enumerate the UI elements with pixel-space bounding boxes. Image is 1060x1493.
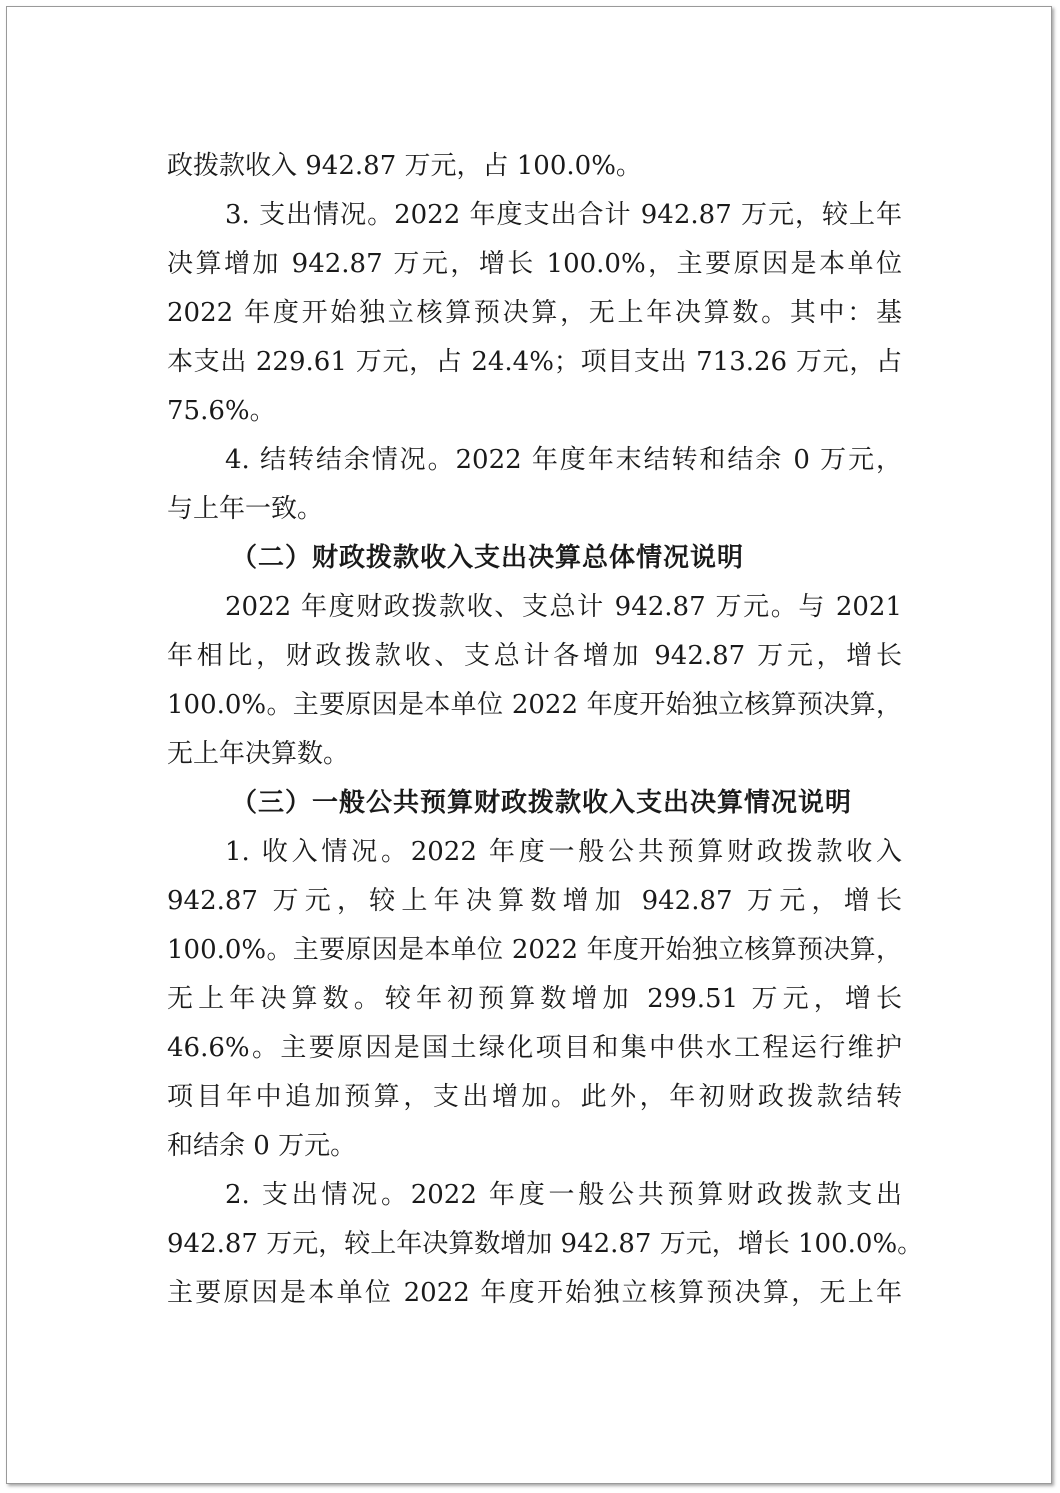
text-line: 年相比，财政拨款收、支总计各增加 942.87 万元，增长 bbox=[167, 641, 902, 671]
text-line: 无上年决算数。较年初预算数增加 299.51 万元，增长 bbox=[167, 984, 902, 1014]
text-line: 2022 年度财政拨款收、支总计 942.87 万元。与 2021 bbox=[225, 592, 902, 622]
text-line: 与上年一致。 bbox=[167, 494, 324, 524]
text-line: 75.6%。 bbox=[167, 396, 276, 426]
text-line: 100.0%。主要原因是本单位 2022 年度开始独立核算预决算， bbox=[167, 935, 902, 965]
text-line: 1. 收入情况。2022 年度一般公共预算财政拨款收入 bbox=[225, 837, 902, 867]
text-line: 4. 结转结余情况。2022 年度年末结转和结余 0 万元， bbox=[225, 445, 902, 475]
section-heading: （三）一般公共预算财政拨款收入支出决算情况说明 bbox=[231, 788, 853, 818]
text-line: 项目年中追加预算，支出增加。此外，年初财政拨款结转 bbox=[167, 1082, 902, 1112]
text-line: 942.87 万元，较上年决算数增加 942.87 万元，增长 100.0%。 bbox=[167, 1229, 924, 1259]
text-line: 100.0%。主要原因是本单位 2022 年度开始独立核算预决算， bbox=[167, 690, 902, 720]
text-line: 和结余 0 万元。 bbox=[167, 1131, 357, 1161]
text-line: 主要原因是本单位 2022 年度开始独立核算预决算，无上年 bbox=[167, 1278, 902, 1308]
text-line: 2022 年度开始独立核算预决算，无上年决算数。其中：基 bbox=[167, 298, 902, 328]
section-heading: （二）财政拨款收入支出决算总体情况说明 bbox=[231, 543, 745, 573]
text-line: 2. 支出情况。2022 年度一般公共预算财政拨款支出 bbox=[225, 1180, 902, 1210]
text-line: 决算增加 942.87 万元，增长 100.0%，主要原因是本单位 bbox=[167, 249, 902, 279]
document-body bbox=[167, 142, 924, 1318]
text-line: 本支出 229.61 万元，占 24.4%；项目支出 713.26 万元，占 bbox=[167, 347, 902, 377]
text-line: 942.87 万元，较上年决算数增加 942.87 万元，增长 bbox=[167, 886, 902, 916]
text-line: 3. 支出情况。2022 年度支出合计 942.87 万元，较上年 bbox=[225, 200, 902, 230]
text-line: 无上年决算数。 bbox=[167, 739, 350, 769]
document-page bbox=[6, 6, 1052, 1484]
text-line: 46.6%。主要原因是国土绿化项目和集中供水工程运行维护 bbox=[167, 1033, 902, 1063]
text-line: 政拨款收入 942.87 万元，占 100.0%。 bbox=[167, 151, 642, 181]
